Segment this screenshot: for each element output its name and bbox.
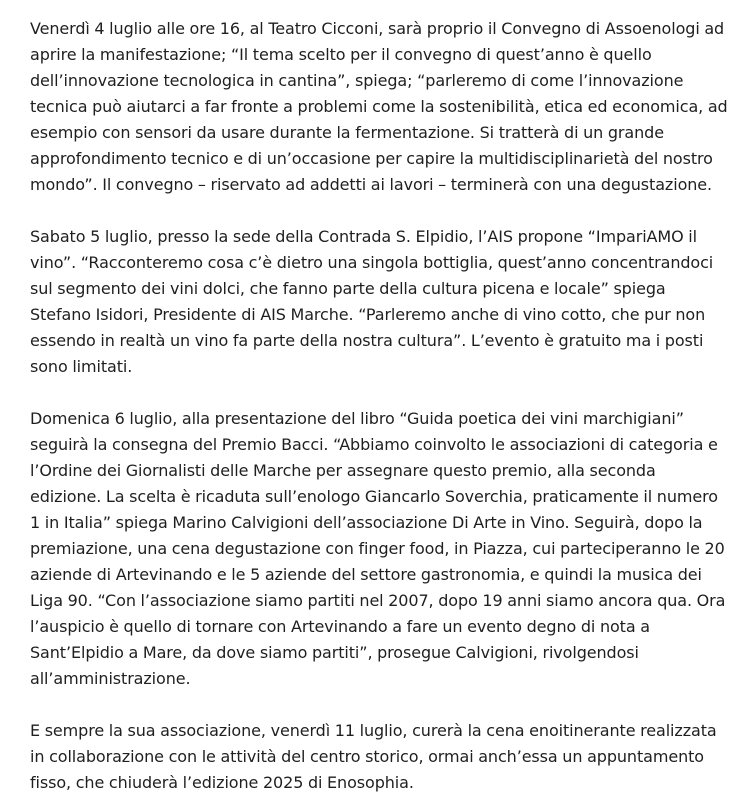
paragraph-ais-impariamo: Sabato 5 luglio, presso la sede della Contrada S. Elpidio, l’AIS propone “ImpariAMO il vino”. “Racconteremo cosa c’è dietro una singola bottiglia, quest’anno concentrandoci sul segmento dei vini dolci, che fanno parte della cultura picena e locale” spiega Stefano Isidori, Presidente di AIS Marche. “Parleremo anche di vino cotto, che pur non essendo in realtà un vino fa parte della nostra cultura”. L’evento è gratuito ma i posti sono limitati.: [30, 227, 714, 376]
paragraph-premio-bacci: Domenica 6 luglio, alla presentazione del libro “Guida poetica dei vini marchigiani” seguirà la consegna del Premio Bacci. “Abbiamo coinvolto le associazioni di categoria e l’Ordine dei Giornalisti delle Marche per assegnare questo premio, alla seconda edizione. La scelta è ricaduta sull’enologo Giancarlo Soverchia, praticamente il numero 1 in Italia” spiega Marino Calvigioni dell’associazione Di Arte in Vino. Seguirà, dopo la premiazione, una cena degustazione con finger food, in Piazza, cui parteciperanno le 20 aziende di Artevinando e le 5 aziende del settore gastronomia, e quindi la musica dei Liga 90. “Con l’associazione siamo partiti nel 2007, dopo 19 anni siamo ancora qua. Ora l’auspicio è quello di tornare con Artevinando a fare un evento degno di nota a Sant’Elpidio a Mare, da dove siamo partiti”, prosegue Calvigioni, rivolgendosi all’amministrazione.: [30, 409, 726, 688]
paragraph-cena-enoitinerante: E sempre la sua associazione, venerdì 11 luglio, curerà la cena enoitinerante realizzata in collaborazione con le attività del centro storico, ormai anch’essa un appuntamento fisso, che chiuderà l’edizione 2025 di Enosophia.: [30, 721, 717, 792]
paragraph-convegno-assoenologi: Venerdì 4 luglio alle ore 16, al Teatro Cicconi, sarà proprio il Convegno di Assoenologi ad aprire la manifestazione; “Il tema scelto per il convegno di quest’anno è quello dell’innovazione tecnologica in cantina”, spiega; “parleremo di come l’innovazione tecnica può aiutarci a far fronte a problemi come la sostenibilità, etica ed economica, ad esempio con sensori da usare durante la fermentazione. Si tratterà di un grande approfondimento tecnico e di un’occasione per capire la multidisciplinarietà del nostro mondo”. Il convegno – riservato ad addetti ai lavori – terminerà con una degustazione.: [30, 19, 728, 194]
